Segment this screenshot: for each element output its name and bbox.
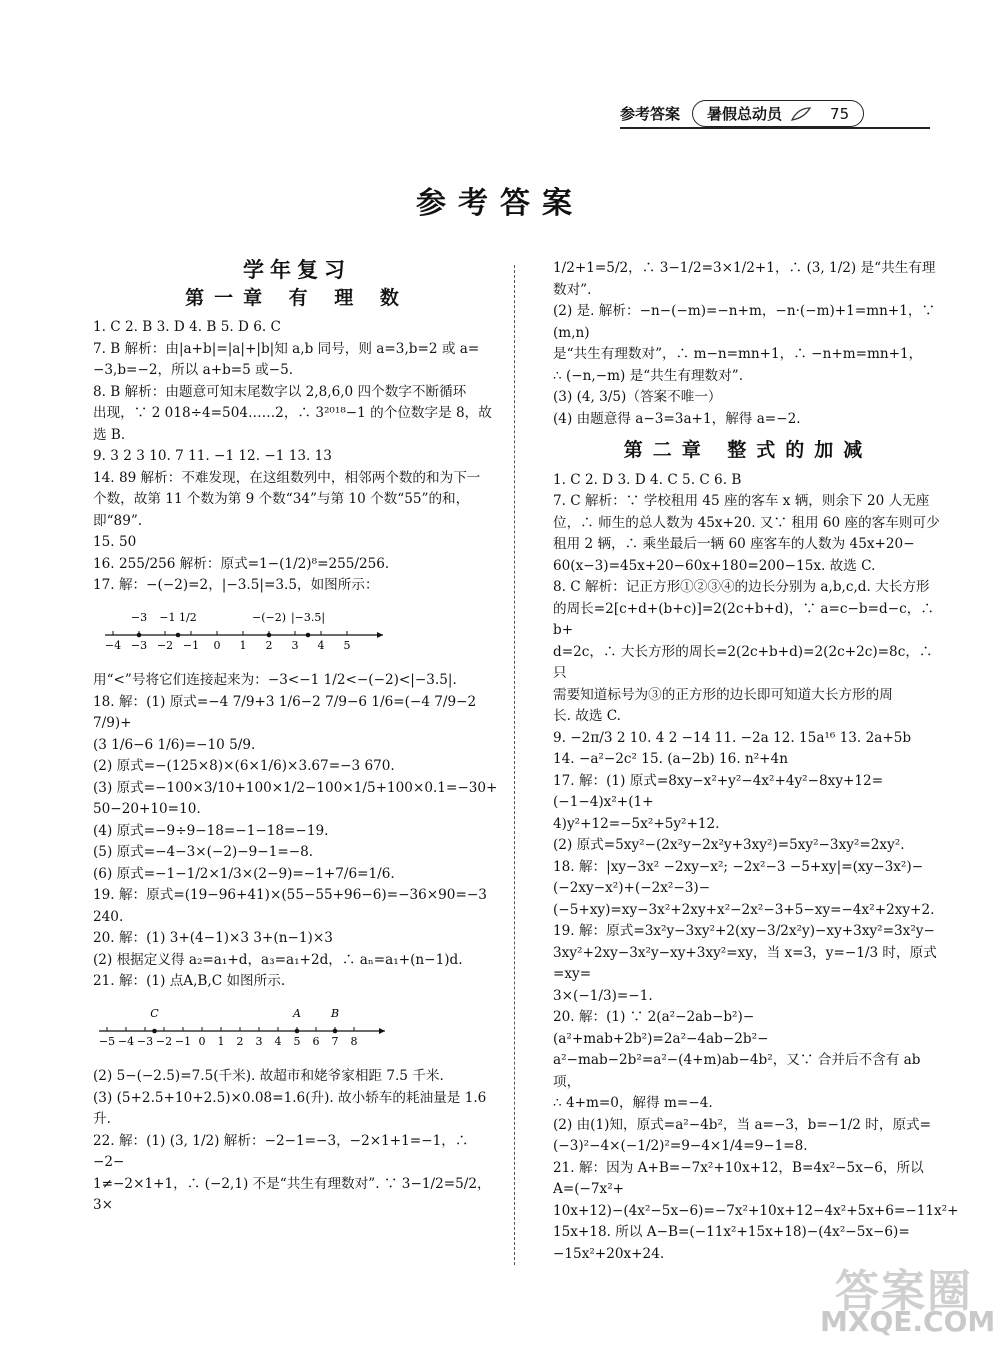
answer-line: (2) 根据定义得 a₂=a₁+d，a₃=a₁+2d，∴ aₙ=a₁+(n−1)d. bbox=[93, 951, 463, 968]
answer-line: 10x+12)−(4x²−5x−6)=−7x²+10x+12−4x²+5x+6=−11x²+ bbox=[553, 1202, 959, 1219]
answer-line: 16. 255/256 解析：原式=1−(1/2)⁸=255/256. bbox=[93, 555, 390, 572]
answer-line: 3xy²+2xy−3x²y−xy+3xy²=xy，当 x=3，y=−1/3 时，原式=xy= bbox=[553, 944, 937, 982]
answer-line: (2) 原式=−(125×8)×(6×1/6)×3.67=−3 670. bbox=[93, 758, 395, 774]
point-marker bbox=[267, 632, 272, 637]
point-marker bbox=[137, 632, 142, 637]
answer-line: 1. C 2. D 3. D 4. C 5. C 6. B bbox=[553, 471, 742, 488]
tick-label: 2 bbox=[236, 1034, 244, 1048]
page-header bbox=[620, 100, 864, 127]
tick-label: −3 bbox=[136, 1034, 154, 1048]
column-divider bbox=[514, 265, 515, 1265]
tick-label: −5 bbox=[98, 1034, 116, 1048]
section-title: 学年复习 bbox=[243, 258, 351, 282]
watermark-url: MXQE.COM bbox=[820, 1305, 996, 1338]
number-line-1 bbox=[93, 603, 393, 653]
axis-arrow bbox=[379, 1028, 385, 1034]
answer-line: (4) 原式=−9÷9−18=−1−18=−19. bbox=[93, 822, 329, 839]
answers-block bbox=[93, 670, 501, 993]
answer-line: (3 1/6−6 1/6)=−10 5/9. bbox=[93, 736, 256, 753]
answer-line: 长. 故选 C. bbox=[553, 708, 621, 724]
chapter-title: 第二章 整式的加减 bbox=[623, 439, 873, 461]
book-title: 暑假总动员 bbox=[707, 105, 783, 123]
point-label: −3 bbox=[130, 610, 148, 624]
point-label: −1 1/2 bbox=[159, 610, 197, 624]
answer-line: 9. −2π/3 2 10. 4 2 −14 11. −2a 12. 15a¹⁶ 13. 2a+5b bbox=[553, 729, 912, 746]
page-number: 75 bbox=[830, 104, 850, 123]
answer-line: 14. 89 解析：不难发现，在这组数列中，相邻两个数的和为下一 bbox=[93, 469, 481, 486]
tick-label: 3 bbox=[291, 638, 299, 652]
tick-label: 4 bbox=[274, 1034, 282, 1048]
point-marker bbox=[333, 1028, 338, 1033]
answer-line: 17. 解：(1) 原式=8xy−x²+y²−4x²+4y²−8xy+12=(−1−4)x²+(1+ bbox=[553, 772, 884, 810]
leaf-icon bbox=[790, 106, 812, 122]
header-label: 参考答案 bbox=[620, 105, 681, 123]
header-rule bbox=[620, 127, 930, 129]
tick-label: −2 bbox=[156, 638, 174, 652]
answer-line: 9. 3 2 3 10. 7 11. −1 12. −1 13. 13 bbox=[93, 448, 332, 464]
tick-label: 7 bbox=[331, 1034, 339, 1048]
point-label: |−3.5| bbox=[290, 610, 326, 624]
answer-line: 1/2+1=5/2，∴ 3−1/2=3×1/2+1，∴ (3, 1/2) 是“共生有理数对”. bbox=[553, 260, 936, 298]
answer-line: ∴ 4+m=0，解得 m=−4. bbox=[553, 1095, 713, 1111]
tick-label: 2 bbox=[265, 638, 273, 652]
answer-line: 21. 解：(1) 点A,B,C 如图所示. bbox=[93, 973, 286, 989]
answer-line: (2) 原式=5xy²−(2x²y−2x²y+3xy²)=5xy²−3xy²=2xy². bbox=[553, 837, 905, 853]
page-title: 参考答案 bbox=[416, 186, 584, 221]
answer-line: (−3)²−4×(−1/2)²=9−4×1/4=9−1=8. bbox=[553, 1138, 808, 1154]
answers-block bbox=[553, 258, 943, 430]
number-line-2 bbox=[93, 999, 393, 1049]
point-marker bbox=[152, 1028, 157, 1033]
tick-label: 4 bbox=[317, 638, 325, 652]
answer-line: 租用 2 辆，∴ 乘坐最后一辆 60 座客车的人数为 45x+20− bbox=[553, 536, 915, 552]
answer-line: 4)y²+12=−5x²+5y²+12. bbox=[553, 815, 720, 832]
answer-line: (3) (5+2.5+10+2.5)×0.08=1.6(升). 故小轿车的耗油量是 1.6 升. bbox=[93, 1089, 487, 1127]
answer-line: 18. 解：|xy−3x² −2xy−x²; −2x²−3 −5+xy|=(xy−3x²)−(−2xy−x²)+(−2x²−3)− bbox=[553, 858, 924, 896]
answer-line: 选 B. bbox=[93, 426, 126, 443]
tick-label: −1 bbox=[174, 1034, 192, 1048]
left-column bbox=[93, 258, 501, 1217]
point-label: C bbox=[150, 1006, 159, 1020]
tick-label: −4 bbox=[117, 1034, 135, 1048]
point-label: −(−2) bbox=[251, 610, 287, 624]
book-badge bbox=[692, 100, 864, 127]
watermark-logo: 答案圈 bbox=[835, 1266, 973, 1317]
right-column bbox=[553, 258, 959, 1265]
answer-line: 14. −a²−2c² 15. (a−2b) 16. n²+4n bbox=[553, 751, 788, 767]
point-label: A bbox=[293, 1006, 301, 1020]
answer-line: 15. 50 bbox=[93, 534, 137, 550]
answers-block bbox=[553, 470, 959, 1266]
point-marker bbox=[306, 632, 311, 637]
answer-line: (2) 是. 解析：−n−(−m)=−n+m，−n·(−m)+1=mn+1，∵ (m,n) bbox=[553, 303, 936, 341]
answer-line: 3×(−1/3)=−1. bbox=[553, 987, 653, 1004]
answer-line: 18. 解：(1) 原式=−4 7/9+3 1/6−2 7/9−6 1/6=(−4 7/9−2 7/9)+ bbox=[93, 693, 477, 731]
answer-line: 7. B 解析：由|a+b|=|a|+|b|知 a,b 同号，则 a=3,b=2 或 a= bbox=[93, 340, 480, 357]
answers-block bbox=[93, 1066, 501, 1217]
answer-line: 19. 解：原式=(19−96+41)×(55−55+96−6)=−36×90=−3 240. bbox=[93, 887, 487, 925]
answer-line: 8. B 解析：由题意可知末尾数字以 2,8,6,0 四个数字不断循环 bbox=[93, 383, 467, 400]
answer-line: 是“共生有理数对”，∴ m−n=mn+1，∴ −n+m=mn+1， bbox=[553, 346, 923, 362]
answer-line: 17. 解：−(−2)=2，|−3.5|=3.5，如图所示： bbox=[93, 577, 379, 593]
point-label: B bbox=[330, 1006, 340, 1020]
answer-line: ∴ (−n,−m) 是“共生有理数对”. bbox=[553, 367, 744, 384]
tick-label: 1 bbox=[217, 1034, 225, 1048]
point-marker bbox=[176, 632, 181, 637]
tick-label: −4 bbox=[104, 638, 122, 652]
answer-line: d=2c，∴ 大长方形的周长=2(2c+b+d)=2(2c+2c)=8c，∴ 只 bbox=[553, 643, 933, 681]
answer-line: (2) 5−(−2.5)=7.5(千米). 故超市和姥爷家相距 7.5 千米. bbox=[93, 1068, 444, 1084]
answer-line: 用“<”号将它们连接起来为：−3<−1 1/2<−(−2)<|−3.5|. bbox=[93, 672, 457, 688]
answer-line: 1. C 2. B 3. D 4. B 5. D 6. C bbox=[93, 319, 281, 335]
tick-label: 1 bbox=[239, 638, 247, 652]
tick-label: 0 bbox=[213, 638, 221, 652]
answer-line: 15x+18. 所以 A−B=(−11x²+15x+18)−(4x²−5x−6)= bbox=[553, 1224, 910, 1240]
tick-label: −2 bbox=[155, 1034, 173, 1048]
answer-line: 的周长=2[c+d+(b+c)]=2(2c+b+d)，∵ a=c−b=d−c，∴ b+ bbox=[553, 600, 934, 638]
point-marker bbox=[295, 1028, 300, 1033]
answer-line: 20. 解：(1) 3+(4−1)×3 3+(n−1)×3 bbox=[93, 930, 333, 946]
answer-line: 1≠−2×1+1，∴ (−2,1) 不是“共生有理数对”. ∵ 3−1/2=5/2，3× bbox=[93, 1175, 491, 1213]
tick-label: 3 bbox=[255, 1034, 263, 1048]
answer-line: 60(x−3)=45x+20−60x+180=200−15x. 故选 C. bbox=[553, 557, 876, 574]
tick-label: 5 bbox=[293, 1034, 301, 1048]
answer-line: 19. 解：原式=3x²y−3xy²+2(xy−3/2x²y)−xy+3xy²=3x²y− bbox=[553, 923, 935, 939]
answer-line: (4) 由题意得 a−3=3a+1，解得 a=−2. bbox=[553, 410, 801, 427]
answer-line: a²−mab−2b²=a²−(4+m)ab−4b²，又∵ 合并后不含有 ab 项， bbox=[553, 1052, 921, 1090]
answer-line: 需要知道标号为③的正方形的边长即可知道大长方形的周 bbox=[553, 686, 893, 703]
answer-line: 20. 解：(1) ∵ 2(a²−2ab−b²)−(a²+mab+2b²)=2a²−4ab−2b²− bbox=[553, 1009, 769, 1047]
axis-arrow bbox=[377, 632, 383, 638]
answer-line: 21. 解：因为 A+B=−7x²+10x+12，B=4x²−5x−6，所以 A=(−7x²+ bbox=[553, 1159, 924, 1197]
answer-line: −15x²+20x+24. bbox=[553, 1245, 665, 1262]
answer-line: (6) 原式=−1−1/2×1/3×(2−9)=−1+7/6=1/6. bbox=[93, 865, 395, 882]
tick-label: −3 bbox=[130, 638, 148, 652]
answer-line: 22. 解：(1) (3, 1/2) 解析：−2−1=−3，−2×1+1=−1，∴ −2− bbox=[93, 1132, 469, 1170]
answer-line: 7. C 解析：∵ 学校租用 45 座的客车 x 辆，则余下 20 人无座 bbox=[553, 493, 930, 509]
chapter-title: 第一章 有 理 数 bbox=[185, 286, 409, 309]
tick-label: 5 bbox=[343, 638, 351, 652]
answer-line: −3,b=−2，所以 a+b=5 或−5. bbox=[93, 362, 294, 378]
tick-label: −1 bbox=[182, 638, 200, 652]
answer-line: (3) 原式=−100×3/10+100×1/2−100×1/5+100×0.1=−30+ bbox=[93, 779, 498, 796]
answer-line: 出现，∵ 2 018÷4=504……2，∴ 3²⁰¹⁸−1 的个位数字是 8，故 bbox=[93, 405, 492, 421]
answer-line: (3) (4, 3/5)（答案不唯一） bbox=[553, 389, 722, 405]
answer-line: (2) 由(1)知，原式=a²−4b²，当 a=−3，b=−1/2 时，原式= bbox=[553, 1116, 932, 1133]
answer-line: 50−20+10=10. bbox=[93, 801, 201, 817]
answers-block bbox=[93, 317, 501, 597]
answer-line: (5) 原式=−4−3×(−2)−9−1=−8. bbox=[93, 844, 314, 860]
answer-line: 即“89”. bbox=[93, 512, 143, 529]
tick-label: 0 bbox=[198, 1034, 206, 1048]
tick-label: 8 bbox=[350, 1034, 358, 1048]
answer-line: 8. C 解析：记正方形①②③④的边长分别为 a,b,c,d. 大长方形 bbox=[553, 579, 930, 595]
answer-line: 位，∴ 师生的总人数为 45x+20. 又∵ 租用 60 座的客车则可少 bbox=[553, 514, 940, 531]
tick-label: 6 bbox=[312, 1034, 320, 1048]
answer-line: (−5+xy)=xy−3x²+2xy+x²−2x²−3+5−xy=−4x²+2xy+2. bbox=[553, 901, 935, 918]
answer-line: 个数，故第 11 个数为第 9 个数“34”与第 10 个数“55”的和， bbox=[93, 491, 470, 507]
